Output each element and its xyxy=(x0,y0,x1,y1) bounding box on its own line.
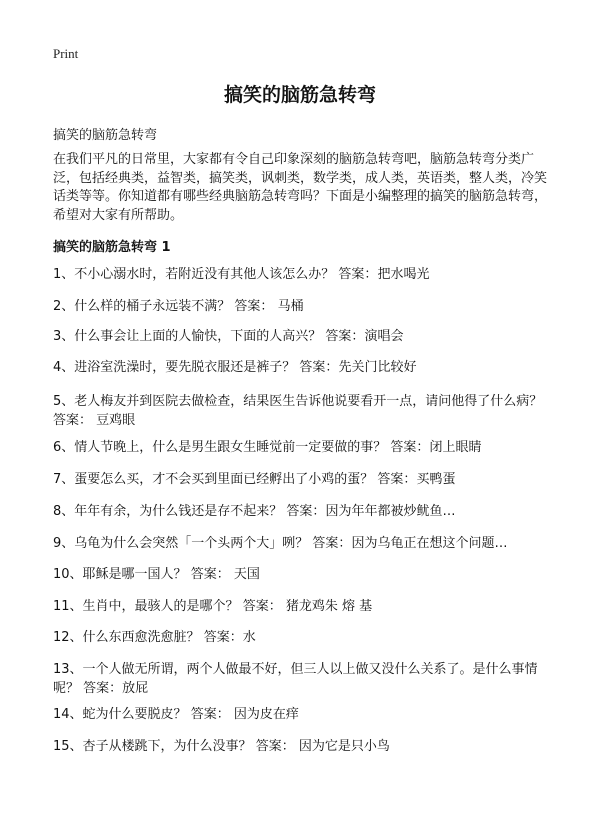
qa-answer-label: 答案： xyxy=(373,472,417,487)
qa-answer: 放屁 xyxy=(122,681,149,696)
qa-answer: 把水喝光 xyxy=(377,267,430,282)
qa-answer-label: 答案： xyxy=(282,504,326,519)
qa-number: 15、 xyxy=(53,739,83,754)
qa-number: 5、 xyxy=(53,394,75,409)
qa-question: 情人节晚上，什么是男生跟女生睡觉前一定要做的事？ xyxy=(74,440,387,455)
qa-answer: 因为皮在痒 xyxy=(229,707,299,722)
qa-number: 11、 xyxy=(53,599,83,614)
qa-question: 老人梅友并到医院去做检查，结果医生告诉他说要看开一点，请问他得了什么病？ xyxy=(74,394,543,409)
qa-answer: 买鸭蛋 xyxy=(416,472,456,487)
qa-answer-label: 答案： xyxy=(230,299,274,314)
qa-number: 7、 xyxy=(53,472,75,487)
qa-question: 杏子从楼跳下，为什么没事？ xyxy=(82,739,252,754)
page-title: 搞笑的脑筋急转弯 xyxy=(223,84,376,106)
qa-item xyxy=(53,737,553,756)
qa-answer-label: 答案： xyxy=(199,630,243,645)
qa-question: 年年有余，为什么钱还是存不起来？ xyxy=(74,504,283,519)
print-label: Print xyxy=(53,46,79,61)
qa-answer: 因为乌龟正在想这个问题… xyxy=(351,536,508,551)
qa-question: 生肖中，最骇人的是哪个？ xyxy=(82,599,239,614)
qa-number: 2、 xyxy=(53,299,75,314)
qa-answer-label: 答案： xyxy=(186,567,230,582)
qa-question: 进浴室洗澡时，要先脱衣服还是裤子？ xyxy=(74,360,296,375)
subtitle: 搞笑的脑筋急转弯 xyxy=(53,128,158,143)
qa-number: 14、 xyxy=(53,707,83,722)
qa-question: 不小心溺水时，若附近没有其他人该怎么办？ xyxy=(74,267,335,282)
qa-question: 耶稣是哪一国人？ xyxy=(82,567,187,582)
qa-item xyxy=(53,297,553,316)
qa-question: 蛇为什么要脱皮？ xyxy=(82,707,187,722)
qa-number: 1、 xyxy=(53,267,75,282)
qa-answer: 猪龙鸡朱 熔 基 xyxy=(281,599,373,614)
qa-question: 蛋要怎么买，才不会买到里面已经孵出了小鸡的蛋？ xyxy=(74,472,374,487)
qa-answer: 演唱会 xyxy=(364,329,404,344)
qa-answer-label: 答案： xyxy=(334,267,378,282)
qa-answer-label: 答案： xyxy=(321,329,365,344)
qa-number: 3、 xyxy=(53,329,75,344)
section-heading: 搞笑的脑筋急转弯 1 xyxy=(53,240,171,255)
qa-answer-label: 答案： xyxy=(186,707,230,722)
qa-item xyxy=(53,628,553,647)
qa-number: 12、 xyxy=(53,630,83,645)
qa-answer: 因为年年都被炒鱿鱼… xyxy=(325,504,456,519)
qa-item xyxy=(53,327,553,346)
qa-answer-label: 答案： xyxy=(238,599,282,614)
qa-item xyxy=(53,660,553,698)
qa-question: 什么事会让上面的人愉快，下面的人高兴？ xyxy=(74,329,322,344)
qa-answer-label: 答案： xyxy=(79,681,123,696)
qa-item xyxy=(53,392,553,430)
qa-number: 9、 xyxy=(53,536,75,551)
qa-answer-label: 答案： xyxy=(295,360,339,375)
qa-answer-label: 答案： xyxy=(308,536,352,551)
qa-number: 8、 xyxy=(53,504,75,519)
qa-answer-label: 答案： xyxy=(251,739,295,754)
qa-number: 10、 xyxy=(53,567,83,582)
qa-item xyxy=(53,265,553,284)
qa-item xyxy=(53,358,553,377)
qa-item xyxy=(53,502,553,521)
qa-item xyxy=(53,534,553,553)
qa-item xyxy=(53,438,553,457)
qa-answer: 马桶 xyxy=(273,299,304,314)
qa-answer: 因为它是只小鸟 xyxy=(294,739,390,754)
qa-number: 4、 xyxy=(53,360,75,375)
qa-answer: 水 xyxy=(242,630,256,645)
qa-question: 一个人做无所谓，两个人做最不好，但三人以上做又没什么关系了。是什么事情呢？ xyxy=(53,662,538,696)
qa-answer: 闭上眼睛 xyxy=(429,440,482,455)
intro-paragraph: 在我们平凡的日常里，大家都有令自己印象深刻的脑筋急转弯吧，脑筋急转弯分类广泛，包括经典类，益智类，搞笑类，讽刺类，数学类，成人类，英语类，整人类，冷笑话类等等。你知道都有哪些经典脑筋急转弯吗？下面是小编整理的搞笑的脑筋急转弯，希望对大家有所帮助。 xyxy=(53,152,548,223)
qa-item xyxy=(53,597,553,616)
qa-number: 6、 xyxy=(53,440,75,455)
qa-item xyxy=(53,565,553,584)
qa-answer: 先关门比较好 xyxy=(338,360,417,375)
qa-number: 13、 xyxy=(53,662,83,677)
qa-question: 什么样的桶子永远装不满？ xyxy=(74,299,231,314)
qa-answer-label: 答案： xyxy=(53,413,93,428)
qa-answer: 天国 xyxy=(229,567,260,582)
qa-question: 乌龟为什么会突然「一个头两个大」咧？ xyxy=(74,536,309,551)
qa-answer: 豆鸡眼 xyxy=(92,413,136,428)
qa-answer-label: 答案： xyxy=(386,440,430,455)
qa-question: 什么东西愈洗愈脏？ xyxy=(82,630,200,645)
qa-item xyxy=(53,705,553,724)
qa-item xyxy=(53,470,553,489)
